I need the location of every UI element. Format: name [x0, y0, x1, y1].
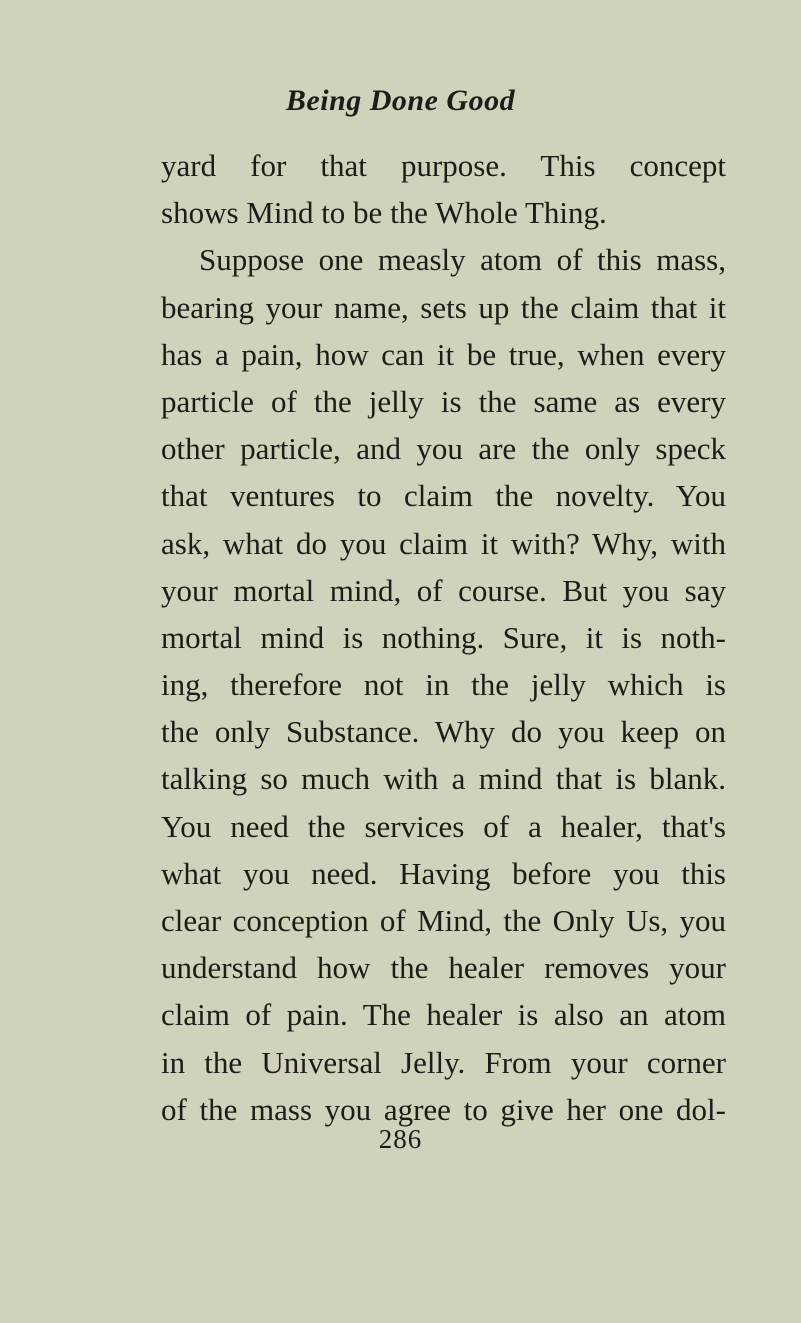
text-line: talking so much with a mind that is blank.	[161, 761, 726, 797]
text-line: You need the services of a healer, that's	[161, 808, 726, 844]
text-line: the only Substance. Why do you keep on	[161, 714, 726, 750]
text-line: ing, therefore not in the jelly which is	[161, 667, 726, 703]
text-line: mortal mind is nothing. Sure, it is noth-	[161, 619, 726, 655]
text-line: claim of pain. The healer is also an atom	[161, 997, 726, 1033]
text-line: clear conception of Mind, the Only Us, you	[161, 903, 726, 938]
text-line: that ventures to claim the novelty. You	[161, 478, 726, 514]
text-line: Suppose one measly atom of this mass,	[199, 242, 726, 278]
text-line: other particle, and you are the only speck	[161, 431, 726, 467]
text-line: shows Mind to be the Whole Thing.	[161, 195, 607, 231]
text-line: particle of the jelly is the same as every	[161, 383, 726, 419]
text-line: ask, what do you claim it with? Why, with	[161, 525, 726, 561]
page-number: 286	[378, 1124, 423, 1154]
text-line: yard for that purpose. This concept	[161, 148, 726, 183]
running-head: Being Done Good	[285, 84, 516, 117]
text-line: in the Universal Jelly. From your corner	[161, 1044, 726, 1080]
text-line: your mortal mind, of course. But you say	[161, 572, 726, 608]
text-line: bearing your name, sets up the claim that it	[161, 289, 726, 325]
text-line: of the mass you agree to give her one dol-	[161, 1091, 726, 1127]
text-line: understand how the healer removes your	[161, 950, 726, 986]
text-line: has a pain, how can it be true, when every	[161, 336, 726, 372]
text-line: what you need. Having before you this	[161, 855, 726, 891]
body-text	[161, 142, 726, 1133]
